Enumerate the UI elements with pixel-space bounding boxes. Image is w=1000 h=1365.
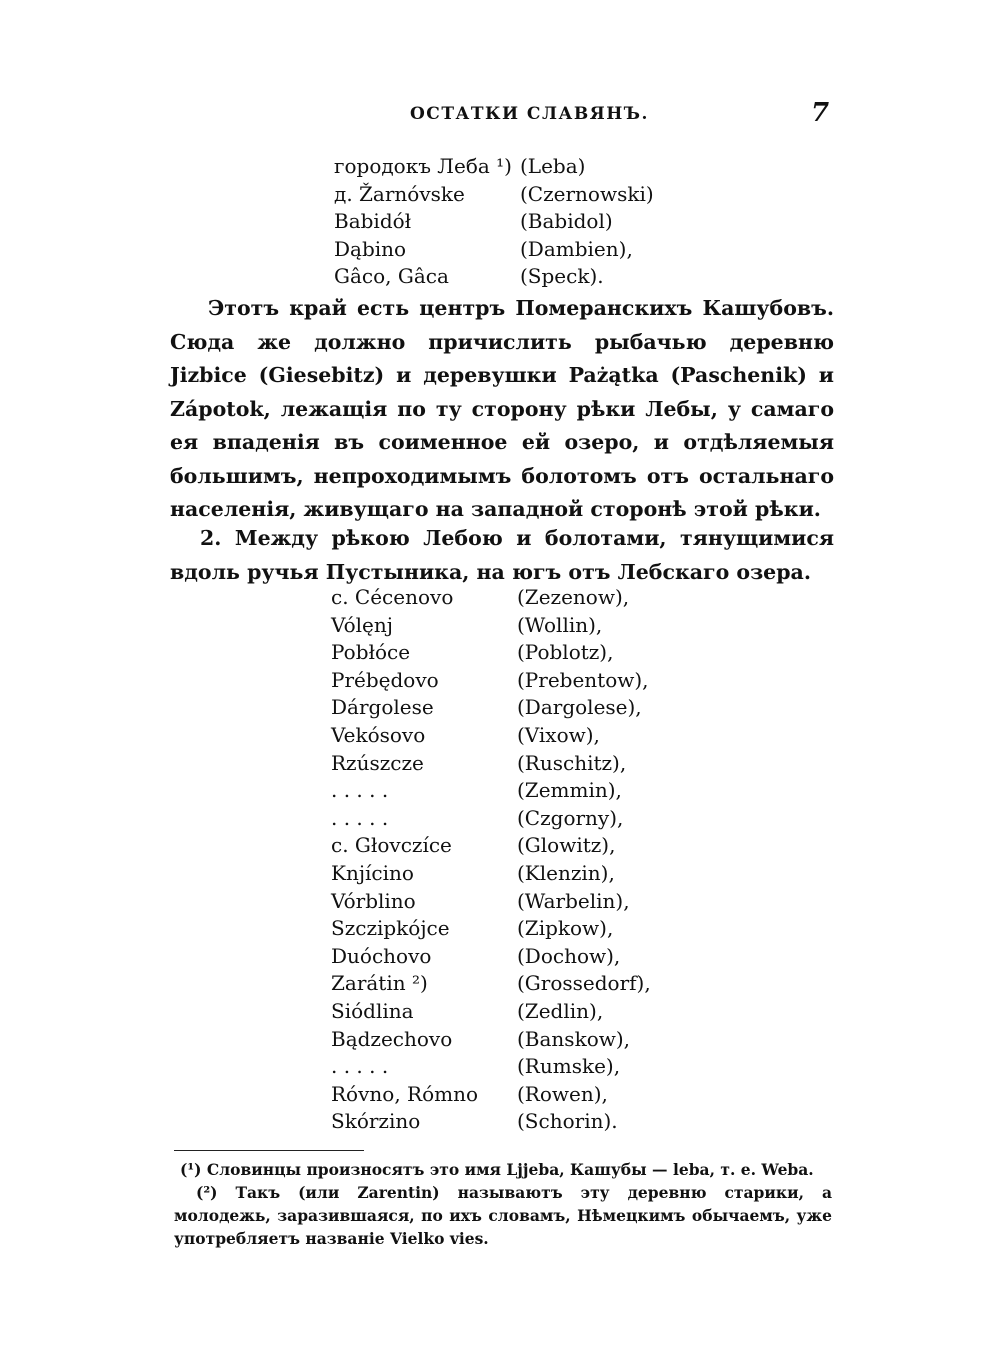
german-name: (Schorin). xyxy=(517,1109,618,1134)
german-name: (Zipkow), xyxy=(517,916,614,941)
place-name: Vórblino xyxy=(331,888,416,913)
place-name: Róvno, Rómno xyxy=(331,1081,479,1106)
place-name: Knjícino xyxy=(331,860,414,885)
list-item xyxy=(331,1081,651,1109)
place-name: Rzúszcze xyxy=(331,750,424,775)
place-name: Babidół xyxy=(334,209,412,234)
list-item xyxy=(331,915,651,943)
place-name: Pobłóce xyxy=(331,640,411,665)
german-name: (Poblotz), xyxy=(517,640,614,665)
place-list-top xyxy=(334,153,654,291)
list-item xyxy=(331,612,651,640)
paragraph-2 xyxy=(170,522,834,589)
place-name: Dąbino xyxy=(334,236,407,261)
list-item xyxy=(331,1108,651,1136)
place-name: городокъ Леба ¹) xyxy=(334,154,512,178)
german-name: (Prebentow), xyxy=(517,667,649,692)
place-name: . . . . . xyxy=(331,778,389,803)
place-name: Skórzino xyxy=(331,1109,421,1134)
german-name: (Babidol) xyxy=(520,209,613,234)
place-name: с. Cécenovo xyxy=(331,585,454,609)
list-item xyxy=(331,888,651,916)
list-item xyxy=(331,832,651,860)
place-name: Duóchovo xyxy=(331,943,432,968)
german-name: (Zedlin), xyxy=(517,998,604,1023)
place-name: Vólęnj xyxy=(331,612,393,637)
list-item xyxy=(331,694,651,722)
place-name: Bądzechovo xyxy=(331,1026,453,1051)
place-name: Szczipkójce xyxy=(331,916,450,941)
german-name: (Grossedorf), xyxy=(517,971,651,996)
place-name: д. Žarnóvske xyxy=(334,181,465,206)
paragraph-number: 2. xyxy=(200,526,222,550)
list-item xyxy=(331,805,651,833)
list-item xyxy=(331,584,651,612)
list-item xyxy=(331,970,651,998)
list-item xyxy=(331,998,651,1026)
german-name: (Czgorny), xyxy=(517,805,624,830)
list-item xyxy=(331,750,651,778)
place-name: . . . . . xyxy=(331,1054,389,1079)
german-name: (Speck). xyxy=(520,264,604,289)
list-item xyxy=(334,208,654,236)
footnote-2: (²) Такъ (или Zarentin) называютъ эту деревню старики, а молодежь, заразившаяся, по ихъ словамъ, Нѣмецкимъ обычаемъ, уже употребляетъ названіе Vielko vies. xyxy=(174,1183,832,1248)
list-item xyxy=(331,722,651,750)
german-name: (Leba) xyxy=(520,154,586,178)
german-name: (Zemmin), xyxy=(517,778,622,803)
place-name: с. Głovczíce xyxy=(331,833,452,858)
list-item xyxy=(334,263,654,291)
place-name: Vekósovo xyxy=(331,722,426,747)
list-item xyxy=(331,667,651,695)
german-name: (Klenzin), xyxy=(517,860,615,885)
footnotes xyxy=(174,1158,832,1250)
paragraph-2-text: Между рѣкою Лебою и болотами, тянущимися вдоль ручья Пустыника, на югъ отъ Лебскаго озера. xyxy=(170,526,834,584)
page-number: 7 xyxy=(811,98,830,128)
footnote-divider xyxy=(174,1150,364,1151)
place-list-main xyxy=(331,584,651,1136)
german-name: (Rowen), xyxy=(517,1081,608,1106)
german-name: (Dambien), xyxy=(520,236,633,261)
list-item xyxy=(331,639,651,667)
place-name: Siódlina xyxy=(331,998,414,1023)
german-name: (Vixow), xyxy=(517,722,600,747)
list-item xyxy=(334,181,654,209)
paragraph-1: Этотъ край есть центръ Померанскихъ Кашубовъ. Сюда же должно причислить рыбачью деревню Jizbice (Giesebitz) и деревушки Pażątka (Paschenik) и Zápotok, лежащія по ту сторону рѣки Лебы, у самаго ея впаденія въ соименное ей озеро, и отдѣляемыя большимъ, непроходимымъ болотомъ отъ остальнаго населенія, живущаго на западной сторонѣ этой рѣки. xyxy=(170,296,834,521)
german-name: (Banskow), xyxy=(517,1026,631,1051)
german-name: (Glowitz), xyxy=(517,833,616,858)
list-item xyxy=(331,1053,651,1081)
place-name: Prébędovo xyxy=(331,667,439,692)
german-name: (Wollin), xyxy=(517,612,603,637)
german-name: (Zezenow), xyxy=(517,585,630,609)
list-item xyxy=(334,236,654,264)
page-header xyxy=(0,100,1000,130)
german-name: (Warbelin), xyxy=(517,888,630,913)
place-name: Gâco, Gâca xyxy=(334,264,449,289)
german-name: (Rumske), xyxy=(517,1054,621,1079)
list-item xyxy=(331,777,651,805)
footnote-1: (¹) Словинцы произносятъ это имя Ljjeba, Кашубы — leba, т. е. Weba. xyxy=(180,1160,814,1179)
german-name: (Czernowski) xyxy=(520,181,654,206)
german-name: (Dargolese), xyxy=(517,695,642,720)
list-item xyxy=(331,1026,651,1054)
german-name: (Dochow), xyxy=(517,943,621,968)
list-item xyxy=(331,860,651,888)
running-title: ОСТАТКИ СЛАВЯНЪ. xyxy=(410,104,649,124)
list-item xyxy=(334,153,654,181)
german-name: (Ruschitz), xyxy=(517,750,627,775)
place-name: Zarátin ²) xyxy=(331,971,428,996)
place-name: Dárgolese xyxy=(331,695,434,720)
list-item xyxy=(331,943,651,971)
place-name: . . . . . xyxy=(331,805,389,830)
